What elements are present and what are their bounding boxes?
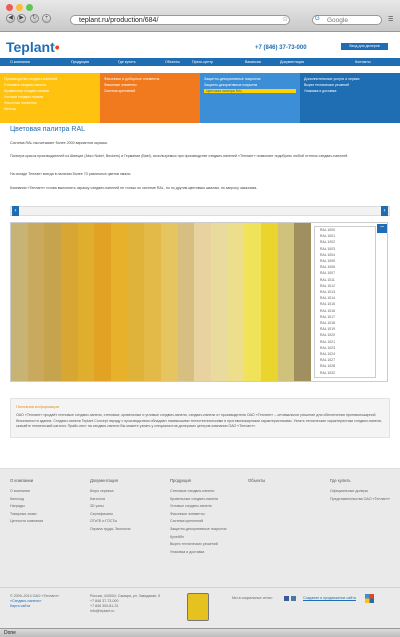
color-swatch[interactable]: [44, 223, 61, 381]
developer-logo-icon: [365, 594, 374, 603]
footer-heading[interactable]: О компании: [10, 478, 34, 483]
search-placeholder: Google: [327, 17, 348, 24]
reload-icon[interactable]: ↻: [31, 15, 38, 21]
menu-item[interactable]: Угловые сэндвич-панели: [4, 95, 44, 99]
footer-link[interactable]: Охрана труда, Экология: [90, 526, 131, 531]
nav-item-products[interactable]: Продукция: [71, 60, 89, 64]
footer-link[interactable]: 3D узлы: [90, 504, 104, 509]
footer-link[interactable]: Представительства ОАО «Теплант»: [330, 496, 391, 501]
footer-link[interactable]: Киноход: [10, 496, 24, 501]
ral-code-item[interactable]: RAL 1023: [320, 345, 335, 350]
status-bar: Done: [0, 628, 400, 637]
social-label: Мы в социальных сетях:: [232, 596, 273, 600]
color-swatch[interactable]: [128, 223, 145, 381]
paragraph: Система RAL насчитывает более 2000 вариантов окраски.: [10, 141, 108, 145]
back-icon[interactable]: ◀: [6, 14, 15, 23]
menu-item[interactable]: Упаковка и доставка: [304, 89, 337, 93]
color-swatch[interactable]: [244, 223, 261, 381]
phone-line: +7 846 300-81-31: [90, 604, 119, 608]
phone-line: +7 846 37-73-000: [90, 599, 119, 603]
footer-link[interactable]: Бюро сервиса: [90, 489, 114, 493]
footer-column-company: [10, 478, 43, 527]
nav-item-objects[interactable]: Объекты: [165, 60, 180, 64]
search-engine-icon[interactable]: G: [315, 16, 320, 22]
scroll-right-icon[interactable]: ›: [381, 206, 388, 216]
bookmark-star-icon[interactable]: ☆: [282, 16, 289, 23]
menu-item[interactable]: Фасонные элементы: [4, 101, 37, 105]
color-swatch[interactable]: [111, 223, 128, 381]
footer-link[interactable]: Система креплений: [170, 519, 204, 524]
footer-link[interactable]: Награды: [10, 504, 25, 509]
nav-item-docs[interactable]: Документация: [280, 60, 304, 64]
footer-link[interactable]: Ценности компании: [10, 519, 44, 524]
color-swatch[interactable]: [228, 223, 245, 381]
menu-heading[interactable]: Дополнительные услуги и сервис: [304, 77, 360, 81]
footer-link[interactable]: Кулейбл: [170, 534, 184, 539]
color-swatch[interactable]: [94, 223, 111, 381]
info-box: [10, 398, 390, 438]
footer-heading[interactable]: Объекты: [248, 478, 266, 483]
footer-link[interactable]: Каталоги: [90, 496, 106, 501]
ral-code-item[interactable]: RAL 1018: [320, 321, 335, 326]
footer-link[interactable]: О компании: [10, 489, 30, 493]
footer-link[interactable]: Угловые сэндвич-панели: [170, 504, 212, 509]
footer-link[interactable]: Стеновые сэндвич-панели: [170, 489, 215, 493]
color-swatch[interactable]: [194, 223, 211, 381]
color-swatch[interactable]: [144, 223, 161, 381]
ral-code-item[interactable]: RAL 1032: [320, 370, 335, 375]
list-scroll-icon[interactable]: −: [377, 224, 387, 233]
footer-link[interactable]: Защитно-декоративные покрытия: [170, 526, 227, 531]
forward-icon[interactable]: ▶: [17, 14, 26, 23]
logo-mark: •: [54, 39, 60, 55]
menu-item[interactable]: Система креплений: [104, 89, 136, 93]
menu-column-coatings: [200, 73, 300, 123]
ral-code-list[interactable]: [314, 226, 376, 378]
menu-item[interactable]: Кровельные сэндвич-панели: [4, 89, 50, 93]
menu-item-active[interactable]: Цветовая палитра RAL: [204, 89, 296, 93]
nav-item-press[interactable]: Пресс-центр: [192, 60, 214, 64]
info-text: ОАО «Теплант» продаёт стеновые сэндвич-панели, стеновые, кровельные и угловые сэндвич-панели, сэндвич-панели от производителя ОАО «Теплант» – оптимальное решение для обеспечения противопожарной безопасности здания. Сэндвич-панели Teplant Concept наряду с производством обладают наивысшими теплотехническими и противопожарными характеристиками. Узнать технические характеристики сэндвич-панели, скачайте технический каталог. Прайс-лист на сэндвич-панели Вы можете узнать у специалистов дилерских центров компании ОАО «Теплант».: [16, 413, 382, 428]
ral-code-item[interactable]: RAL 1003: [320, 246, 335, 251]
email-link[interactable]: info@teplant.ru: [90, 609, 115, 613]
add-tab-icon[interactable]: +: [42, 14, 51, 23]
menu-item[interactable]: Защитно-декоративные покрытия: [204, 83, 258, 87]
info-title: Полезная информация: [16, 404, 59, 409]
color-swatch[interactable]: [61, 223, 78, 381]
ral-code-item[interactable]: RAL 1004: [320, 252, 335, 257]
copyright: [10, 594, 59, 609]
vk-icon[interactable]: [291, 596, 296, 601]
ral-code-item[interactable]: RAL 1007: [320, 271, 335, 276]
color-swatch[interactable]: [211, 223, 228, 381]
nav-item-vacancies[interactable]: Вакансии: [245, 60, 261, 64]
ral-code-item[interactable]: RAL 1019: [320, 327, 335, 332]
footer-link[interactable]: Товарные знаки: [10, 511, 37, 516]
color-swatch[interactable]: [294, 223, 311, 381]
footer-link[interactable]: Кровельные сэндвич-панели: [170, 496, 219, 501]
menu-item[interactable]: Метизы: [4, 107, 17, 111]
paragraph: Палитра красок производителей из Швеции (Akzo Nobel, Beckers) и Германии (Basf), используемых при производстве сэндвич-панелей «Теплант» позволяет подобрать любой оттенок сэндвич-панелей.: [10, 154, 349, 158]
search-field[interactable]: [312, 15, 382, 25]
menu-item[interactable]: Вырез технических решений: [304, 83, 350, 87]
ral-code-item[interactable]: RAL 1024: [320, 352, 335, 357]
ral-code-item[interactable]: RAL 1021: [320, 339, 335, 344]
menu-column-elements: [100, 73, 200, 123]
ral-code-item[interactable]: RAL 1011: [320, 277, 335, 282]
menu-item[interactable]: Фасонные элементы: [104, 83, 137, 87]
menu-column-services: [300, 73, 400, 123]
award-badge-icon: [187, 593, 209, 621]
menu-item[interactable]: Стеновые сэндвич-панели: [4, 83, 46, 87]
ral-code-item[interactable]: RAL 1016: [320, 308, 335, 313]
ral-code-item[interactable]: RAL 1006: [320, 265, 335, 270]
ral-code-item[interactable]: RAL 1012: [320, 283, 335, 288]
footer-column-products: [170, 478, 226, 557]
color-swatch[interactable]: [178, 223, 195, 381]
footer-heading[interactable]: Где купить: [330, 478, 351, 483]
ral-code-item[interactable]: RAL 1000: [320, 228, 335, 232]
dealer-login-button[interactable]: Вход для дилеров: [341, 43, 388, 50]
palette-scroll-strip[interactable]: [10, 206, 390, 216]
footer-address: [90, 594, 160, 614]
main-nav: [0, 58, 400, 66]
logo[interactable]: [6, 39, 60, 55]
address-line: Россия, 443004, Самара, ул. Заводская, 5: [90, 594, 161, 598]
ral-code-item[interactable]: RAL 1005: [320, 259, 335, 264]
menu-icon[interactable]: ☰: [388, 17, 394, 23]
ral-code-item[interactable]: RAL 1001: [320, 234, 335, 239]
ral-code-item[interactable]: RAL 1013: [320, 290, 335, 295]
menu-heading[interactable]: Защитно-декоративные покрытия: [204, 77, 261, 81]
ral-code-item[interactable]: RAL 1027: [320, 358, 335, 363]
menu-heading[interactable]: Фасонные и доборные элементы: [104, 77, 160, 81]
developer-link[interactable]: Создание и продвижение сайта: [303, 596, 356, 600]
nav-item-contacts[interactable]: Контакты: [355, 60, 371, 64]
color-swatch[interactable]: [28, 223, 45, 381]
close-window-icon[interactable]: [6, 4, 13, 11]
footer-link[interactable]: Вырез технических решений: [170, 542, 218, 547]
facebook-icon[interactable]: [284, 596, 289, 601]
color-swatch[interactable]: [11, 223, 28, 381]
footer-link[interactable]: «Сэндвич-панели»: [10, 599, 42, 603]
address-bar[interactable]: teplant.ru/production/684/: [70, 15, 290, 25]
footer-link[interactable]: Сертификаты: [90, 511, 113, 516]
footer-link[interactable]: Фасонные элементы: [170, 511, 205, 516]
nav-item-where-to-buy[interactable]: Где купить: [118, 60, 136, 64]
ral-code-item[interactable]: RAL 1020: [320, 333, 335, 338]
footer-heading[interactable]: Продукция: [170, 478, 191, 483]
copyright-text: © 2009–2014 ОАО «Теплант»: [10, 594, 60, 598]
paragraph: Компания «Теплант» готова выполнить окраску сэндвич-панелей не только по системе RAL, но по другим цветовым шкалам, по запросу заказчика.: [10, 186, 258, 190]
footer-column-docs: [90, 478, 130, 535]
color-swatch[interactable]: [78, 223, 95, 381]
paragraph: На складе Теплант всегда в наличии более 70 различных цветов эмали.: [10, 172, 132, 176]
footer-column-where: [330, 478, 390, 504]
sitemap-link[interactable]: Карта сайта: [10, 604, 31, 608]
ral-code-item[interactable]: RAL 1028: [320, 364, 335, 369]
logo-text: Teplant: [6, 39, 55, 55]
ral-code-item[interactable]: RAL 1017: [320, 314, 335, 319]
page-title: Цветовая палитра RAL: [10, 126, 86, 133]
color-swatch[interactable]: [278, 223, 295, 381]
menu-heading[interactable]: Производство сэндвич-панелей: [4, 77, 58, 81]
maximize-window-icon[interactable]: [26, 4, 33, 11]
scroll-left-icon[interactable]: ‹: [12, 206, 19, 216]
footer-column-objects: [248, 478, 265, 489]
ral-code-item[interactable]: RAL 1014: [320, 296, 335, 301]
color-swatch[interactable]: [161, 223, 178, 381]
color-swatch[interactable]: [261, 223, 278, 381]
header-phone: +7 (846) 37-73-000: [255, 45, 307, 51]
menu-column-production: [0, 73, 100, 123]
minimize-window-icon[interactable]: [16, 4, 23, 11]
footer-link[interactable]: ОТиТБ и ГОСТы: [90, 519, 118, 524]
footer-heading[interactable]: Документация: [90, 478, 118, 483]
ral-code-item[interactable]: RAL 1015: [320, 302, 335, 307]
footer-link[interactable]: Официальные дилеры: [330, 489, 369, 493]
footer-link[interactable]: Упаковка и доставка: [170, 549, 205, 554]
ral-code-item[interactable]: RAL 1002: [320, 240, 335, 245]
nav-item-company[interactable]: О компании: [10, 60, 30, 64]
